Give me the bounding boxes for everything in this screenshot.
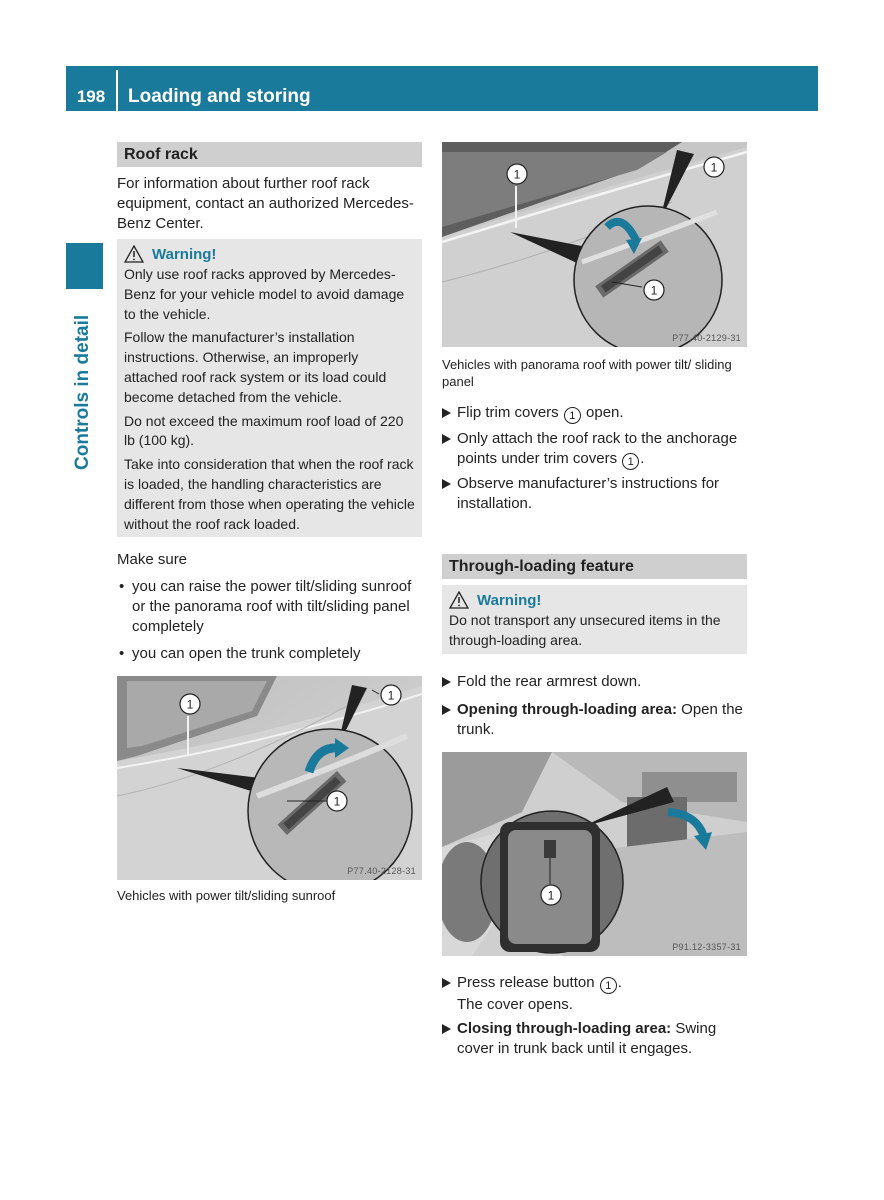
right-column: [442, 142, 747, 1059]
warning-paragraph: Only use roof racks approved by Mercedes-Benz for your vehicle model to avoid damage to the vehicle.: [124, 266, 405, 322]
roof-rack-warning-box: [117, 239, 422, 537]
callout-number: 1: [186, 697, 194, 712]
step-arrow-icon: [442, 677, 451, 687]
step-arrow-icon: [442, 479, 451, 489]
side-tab-marker: [66, 243, 103, 289]
step-text: Press release button: [457, 973, 599, 991]
step-text: Only attach the roof rack to the anchorage points under trim covers: [457, 430, 738, 467]
figure-code: P77.40-2128-31: [347, 866, 416, 877]
figure-caption: Vehicles with panorama roof with power tilt/ sliding panel: [442, 357, 732, 389]
step-text: .: [617, 973, 622, 991]
warning-paragraph: Do not transport any unsecured items in the through-loading area.: [449, 612, 721, 648]
sunroof-illustration: [117, 676, 422, 880]
list-item: [117, 644, 422, 664]
callout-number: 1: [622, 453, 639, 470]
step-arrow-icon: [442, 705, 451, 715]
left-column: [117, 142, 422, 904]
callout-number: 1: [600, 977, 617, 994]
section-heading-roof-rack: Roof rack: [117, 142, 422, 167]
step-text: Swing cover in trunk back until it engages.: [457, 1019, 717, 1057]
list-item: [117, 577, 422, 637]
figure-code: P91.12-3357-31: [672, 941, 741, 952]
callout-number: 1: [710, 160, 718, 175]
through-loading-warning-box: [442, 585, 747, 654]
roof-rack-intro: For information about further roof rack equipment, contact an authorized Mercedes-Benz Center.: [117, 175, 414, 232]
trunk-illustration: [442, 752, 747, 956]
instruction-step: [442, 1019, 747, 1059]
panorama-roof-illustration: [442, 142, 747, 347]
step-text: open.: [581, 404, 624, 421]
step-arrow-icon: [442, 978, 451, 988]
warning-paragraph: Follow the manufacturer’s installation instructions. Otherwise, an improperly attached roof rack system or its load could become detached from the vehicle.: [124, 329, 387, 405]
bullet-text: you can raise the power tilt/sliding sunroof or the panorama roof with tilt/sliding panel completely: [132, 578, 412, 636]
page-title: Loading and storing: [128, 86, 311, 107]
callout-number: 1: [547, 888, 555, 903]
warning-title-text: Warning!: [152, 245, 217, 263]
callout-number: 1: [564, 407, 581, 424]
step-arrow-icon: [442, 434, 451, 444]
instruction-step: [442, 429, 747, 470]
warning-triangle-icon: [449, 591, 469, 609]
instruction-step: [442, 700, 747, 740]
warning-triangle-icon: [124, 245, 144, 263]
step-text: Observe manufacturer’s instructions for installation.: [457, 475, 720, 512]
step-text: Flip trim covers: [457, 404, 563, 421]
make-sure-text: Make sure: [117, 551, 188, 569]
figure-through-loading-cover: [442, 752, 747, 956]
instruction-step: [442, 973, 747, 1015]
step-arrow-icon: [442, 408, 451, 418]
step-arrow-icon: [442, 1024, 451, 1034]
bullet-text: you can open the trunk completely: [132, 645, 361, 663]
side-tab-label: Controls in detail: [72, 314, 93, 470]
warning-title-text: Warning!: [477, 591, 542, 609]
header-divider: [116, 70, 118, 111]
figure-sunroof-trim-covers: [117, 676, 422, 880]
page-header: [66, 66, 818, 111]
callout-number: 1: [650, 283, 658, 298]
figure-panorama-trim-covers: [442, 142, 747, 347]
step-text: .: [640, 450, 645, 467]
step-text: Open the trunk.: [457, 700, 743, 738]
figure-caption: Vehicles with power tilt/sliding sunroof: [117, 888, 336, 904]
step-result-note: The cover opens.: [457, 995, 573, 1013]
warning-title: [124, 243, 415, 265]
warning-title: [449, 589, 740, 611]
step-text: Fold the rear armrest down.: [457, 672, 642, 690]
bullet-dot: •: [119, 645, 125, 663]
callout-number: 1: [333, 794, 341, 809]
warning-paragraph: Do not exceed the maximum roof load of 220 lb (100 kg).: [124, 412, 404, 449]
instruction-step: [442, 672, 747, 692]
instruction-step: [442, 403, 747, 424]
callout-number: 1: [387, 688, 395, 703]
section-heading-through-loading: Through-loading feature: [442, 554, 747, 579]
instruction-step: [442, 474, 747, 514]
page-number: 198: [76, 87, 106, 106]
bullet-dot: •: [119, 578, 125, 596]
step-bold-label: Closing through-loading area:: [457, 1019, 672, 1037]
step-bold-label: Opening through-loading area:: [457, 700, 677, 718]
warning-paragraph: Take into consideration that when the roof rack is loaded, the handling characteristics are different from those when operating the vehicle without the roof rack loaded.: [124, 456, 415, 532]
figure-code: P77.40-2129-31: [672, 333, 741, 343]
callout-number: 1: [513, 167, 521, 182]
